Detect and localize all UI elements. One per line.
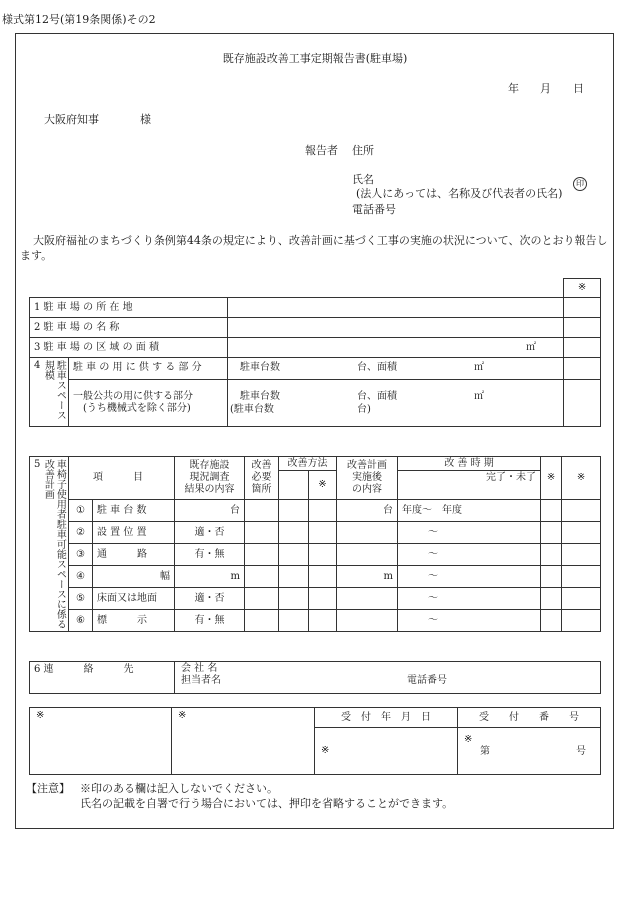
parking-use-value[interactable]: [228, 358, 564, 380]
head-method: 改善方法: [279, 457, 337, 471]
row-method-office: [309, 610, 337, 632]
row-office-2: [562, 522, 601, 544]
seal-mark: [573, 171, 587, 191]
row-exist[interactable]: m: [175, 566, 245, 588]
row-period[interactable]: 〜: [398, 522, 541, 544]
row-office-2: [562, 610, 601, 632]
row-number: ③: [69, 544, 93, 566]
table-row: [30, 566, 601, 588]
row-office-1: [541, 500, 562, 522]
public-use-value[interactable]: [228, 379, 564, 426]
notes-line-2: 氏名の記載を自署で行う場合においては、押印を省略することができます。: [80, 797, 454, 810]
row-need[interactable]: [245, 544, 279, 566]
row-method-office: [309, 500, 337, 522]
parking-use-office: [564, 358, 601, 380]
row-after[interactable]: [337, 522, 398, 544]
public-use-office: [564, 379, 601, 426]
row-office-2: [562, 544, 601, 566]
reception-number-value: [458, 728, 601, 775]
area-value[interactable]: [228, 338, 564, 358]
office-box-2: ※: [172, 708, 315, 775]
row-method[interactable]: [279, 500, 309, 522]
period-done: 完了・未了: [398, 471, 541, 486]
location-office: [564, 298, 601, 318]
head-office-mark-1: ※: [541, 457, 562, 500]
reception-no-prefix: 第: [480, 746, 490, 757]
row-need[interactable]: [245, 566, 279, 588]
public-use-mid-1: 台、面積: [357, 390, 397, 402]
parking-use-label: 駐 車 の 用 に 供 す る 部 分: [69, 358, 228, 380]
addressee-name: 大阪府知事: [44, 113, 99, 126]
parking-use-unit: ㎡: [474, 362, 484, 374]
head-need: 改善 必要 箇所: [245, 457, 279, 500]
head-office-mark-2: ※: [562, 457, 601, 500]
head-after: 改善計画 実施後 の内容: [337, 457, 398, 500]
contact-label: 6 連 絡 先: [30, 662, 175, 694]
row-method[interactable]: [279, 566, 309, 588]
row-office-1: [541, 566, 562, 588]
table-row: [30, 544, 601, 566]
row-exist[interactable]: 有・無: [175, 544, 245, 566]
name-label: 2 駐 車 場 の 名 称: [30, 318, 228, 338]
notes-line-1: ※印のある欄は記入しないでください。: [80, 782, 278, 795]
reception-number-mark: ※: [464, 734, 473, 745]
blank-header: [30, 279, 564, 298]
sec4-number: 4: [34, 360, 41, 371]
row-need[interactable]: [245, 522, 279, 544]
public-use-unit: ㎡: [474, 390, 484, 402]
row-exist[interactable]: 有・無: [175, 610, 245, 632]
row-method-office: [309, 522, 337, 544]
reporter-name[interactable]: 氏名: [352, 173, 374, 186]
date-month[interactable]: 月: [540, 82, 551, 95]
area-label: 3 駐 車 場 の 区 域 の 面 積: [30, 338, 228, 358]
notes-label: 【注意】: [26, 782, 70, 795]
row-period[interactable]: 年度〜 年度: [398, 500, 541, 522]
row-method-office: [309, 588, 337, 610]
row-after[interactable]: 台: [337, 500, 398, 522]
row-method[interactable]: [279, 588, 309, 610]
row-need[interactable]: [245, 588, 279, 610]
reporter-address[interactable]: 住所: [352, 144, 374, 157]
location-value[interactable]: [228, 298, 564, 318]
public-use-label: [69, 379, 228, 426]
reporter-corp-note: (法人にあっては、名称及び代表者の氏名): [356, 187, 563, 200]
row-need[interactable]: [245, 500, 279, 522]
row-method[interactable]: [279, 522, 309, 544]
facility-table: [29, 278, 601, 427]
public-use-mech-label: (駐車台数: [230, 403, 274, 415]
row-method[interactable]: [279, 544, 309, 566]
area-office: [564, 338, 601, 358]
sec5-header: [30, 457, 69, 632]
row-office-2: [562, 500, 601, 522]
contact-company: 会 社 名: [181, 663, 218, 674]
date-day[interactable]: 日: [573, 82, 584, 95]
public-use-mid-2: 台): [357, 403, 371, 415]
row-method-office: [309, 566, 337, 588]
row-after[interactable]: m: [337, 566, 398, 588]
row-exist[interactable]: 適・否: [175, 522, 245, 544]
row-label: 幅: [93, 566, 175, 588]
intro-text: 大阪府福祉のまちづくり条例第44条の規定により、改善計画に基づく工事の実施の状況について、次のとおり報告します。: [20, 234, 608, 262]
row-number: ⑤: [69, 588, 93, 610]
row-office-1: [541, 544, 562, 566]
contact-phone: 電話番号: [407, 675, 447, 686]
reception-number-label: 受 付 番 号: [458, 708, 601, 728]
row-office-2: [562, 588, 601, 610]
row-exist[interactable]: 台: [175, 500, 245, 522]
office-box-1: ※: [30, 708, 172, 775]
table-row: [30, 522, 601, 544]
period-spacer: [398, 486, 541, 500]
row-label: 設 置 位 置: [93, 522, 175, 544]
table-row: [30, 610, 601, 632]
row-office-2: [562, 566, 601, 588]
parking-use-count-label: 駐車台数: [240, 362, 280, 374]
public-use-label-1: 一般公共の用に供する部分: [73, 390, 193, 402]
office-mark-header: ※: [564, 279, 601, 298]
row-label: 通 路: [93, 544, 175, 566]
sec4-header: [30, 358, 69, 427]
addressee-honorific: 様: [140, 113, 151, 126]
row-method-office: [309, 544, 337, 566]
method-office-mark: ※: [309, 471, 337, 500]
head-period: 改 善 時 期: [398, 457, 541, 471]
head-item: 項 目: [69, 457, 175, 500]
row-period[interactable]: 〜: [398, 566, 541, 588]
table-row: [30, 588, 601, 610]
row-need[interactable]: [245, 610, 279, 632]
reporter-label: 報告者: [305, 144, 338, 157]
row-number: ④: [69, 566, 93, 588]
form-number: 様式第12号(第19条関係)その2: [2, 13, 156, 26]
row-number: ⑥: [69, 610, 93, 632]
row-after[interactable]: [337, 544, 398, 566]
seal-icon: 印: [573, 177, 587, 191]
head-exist: 既存施設 現況調査 結果の内容: [175, 457, 245, 500]
row-number: ②: [69, 522, 93, 544]
row-exist[interactable]: 適・否: [175, 588, 245, 610]
row-office-1: [541, 588, 562, 610]
sec5-title: 車椅子使用者駐車可能スペースに係る改善計画: [42, 459, 66, 629]
row-office-1: [541, 610, 562, 632]
reception-table: [29, 707, 601, 775]
row-method[interactable]: [279, 610, 309, 632]
location-label: 1 駐 車 場 の 所 在 地: [30, 298, 228, 318]
row-after[interactable]: [337, 588, 398, 610]
row-period[interactable]: 〜: [398, 610, 541, 632]
date-year[interactable]: 年: [508, 82, 519, 95]
reporter-phone[interactable]: 電話番号: [352, 203, 396, 216]
public-use-count-label: 駐車台数: [240, 390, 280, 402]
row-label: 床面又は地面: [93, 588, 175, 610]
row-period[interactable]: 〜: [398, 544, 541, 566]
improvement-table: [29, 456, 601, 632]
row-period[interactable]: 〜: [398, 588, 541, 610]
form-title: 既存施設改善工事定期報告書(駐車場): [222, 52, 408, 65]
row-label: 標 示: [93, 610, 175, 632]
area-unit: ㎡: [526, 341, 536, 353]
public-use-label-2: (うち機械式を除く部分): [83, 402, 191, 414]
reception-no-suffix: 号: [576, 746, 586, 757]
row-office-1: [541, 522, 562, 544]
row-after[interactable]: [337, 610, 398, 632]
contact-person: 担当者名: [181, 675, 221, 686]
sec5-number: 5: [34, 459, 41, 470]
row-label: 駐 車 台 数: [93, 500, 175, 522]
reception-date-label: 受 付 年 月 日: [315, 708, 458, 728]
method-left: [279, 471, 309, 500]
sec4-title: 駐車スペース規模: [42, 360, 66, 420]
reception-date-value: ※: [315, 728, 458, 775]
contact-value[interactable]: [175, 662, 601, 694]
table-row: [30, 500, 601, 522]
contact-table: [29, 661, 601, 694]
name-value[interactable]: [228, 318, 564, 338]
name-office: [564, 318, 601, 338]
row-number: ①: [69, 500, 93, 522]
parking-use-mid: 台、面積: [357, 362, 397, 374]
